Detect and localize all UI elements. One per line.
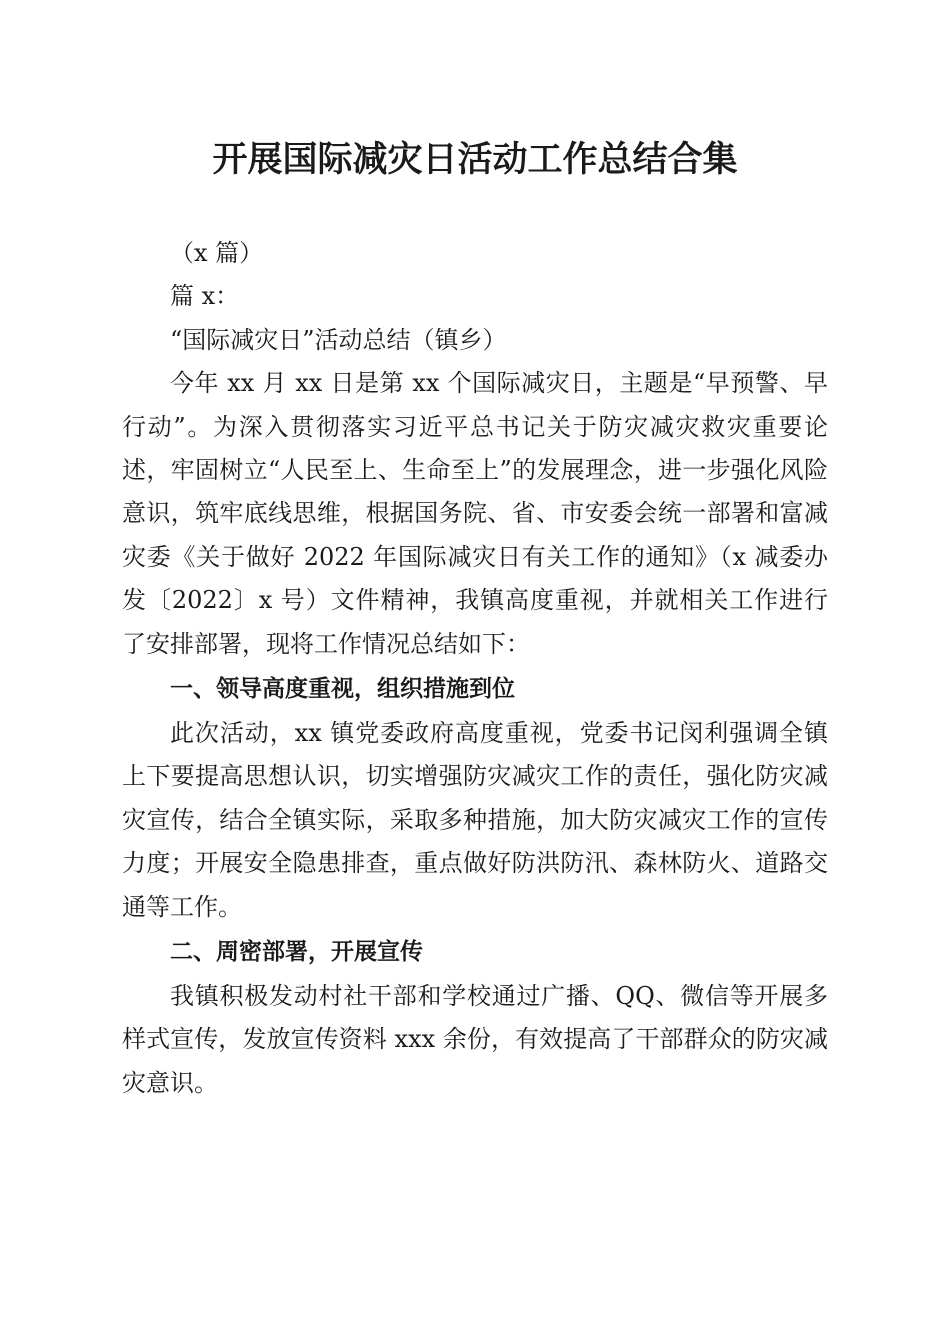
document-title: 开展国际减灾日活动工作总结合集 xyxy=(212,139,738,180)
section-heading-2: 二、周密部署，开展宣传 xyxy=(170,939,423,966)
section-paragraph-2: 我镇积极发动村社干部和学校通过广播、QQ、微信等开展多样式宣传，发放宣传资料 xxx 余份，有效提高了干部群众的防灾减灾意识。 xyxy=(122,982,828,1097)
article-title: “国际减灾日”活动总结（镇乡） xyxy=(170,325,507,354)
article-label: 篇 x： xyxy=(170,282,240,311)
section-paragraph-1: 此次活动，xx 镇党委政府高度重视，党委书记闵利强调全镇上下要提高思想认识，切实增强防灾减灾工作的责任，强化防灾减灾宣传，结合全镇实际，采取多种措施，加大防灾减灾工作的宣传力度；开展安全隐患排查，重点做好防洪防汛、森林防火、道路交通等工作。 xyxy=(122,719,828,921)
document-body xyxy=(122,232,828,1105)
section-heading-1: 一、领导高度重视，组织措施到位 xyxy=(170,676,515,703)
count-note: （x 篇） xyxy=(170,239,264,267)
intro-paragraph: 今年 xx 月 xx 日是第 xx 个国际减灾日，主题是“早预警、早行动”。为深入贯彻落实习近平总书记关于防灾减灾救灾重要论述，牢固树立“人民至上、生命至上”的发展理念，进一步强化风险意识，筑牢底线思维，根据国务院、省、市安委会统一部署和富减灾委《关于做好 2022 年国际减灾日有关工作的通知》（x 减委办发〔2022〕x 号）文件精神，我镇高度重视，并就相关工作进行了安排部署，现将工作情况总结如下： xyxy=(122,369,828,658)
